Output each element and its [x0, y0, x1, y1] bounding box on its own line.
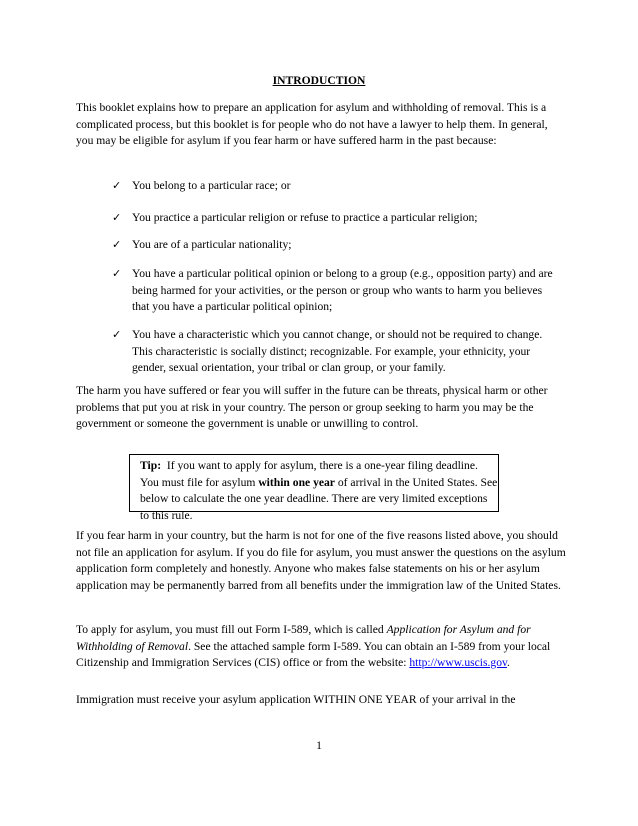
fear-paragraph: If you fear harm in your country, but the harm is not for one of the five reasons listed above, you should not file an application for asylum. If you do file for asylum, you must answer the questions on the asylum application form completely and honestly. Anyone who makes false statements on his or her asylum application may be permanently barred from all benefits under the immigration law of the United States.	[76, 529, 566, 592]
page-title: INTRODUCTION	[272, 74, 366, 87]
list-item-text: You belong to a particular race; or	[132, 179, 291, 192]
checkmark-icon: ✓	[112, 238, 122, 251]
list-item-text: You have a particular political opinion or belong to a group (e.g., opposition party) and are being harmed for your activities, or the person or group who wants to harm you believes that you have a particular political opinion;	[132, 267, 553, 313]
intro-paragraph: This booklet explains how to prepare an application for asylum and withholding of removal. This is a complicated process, but this booklet is for people who do not have a lawyer to help them. In general, you may be eligible for asylum if you fear harm or have suffered harm in the past because:	[76, 101, 548, 147]
checkmark-icon: ✓	[112, 179, 122, 192]
tip-text-after: of arrival in the United States. See below to calculate the one year deadline. There are very limited exceptions to this rule.	[140, 475, 498, 522]
checkmark-icon: ✓	[112, 328, 122, 341]
checkmark-icon: ✓	[112, 267, 122, 280]
harm-paragraph: The harm you have suffered or fear you will suffer in the future can be threats, physical harm or other problems that put you at risk in your country. The person or group seeking to harm you may be the government or someone the government is unable or unwilling to control.	[76, 384, 548, 430]
checkmark-icon: ✓	[112, 211, 122, 224]
link-suffix: .	[507, 656, 510, 669]
uscis-link[interactable]: http://www.uscis.gov	[409, 656, 508, 669]
apply-paragraph	[76, 622, 566, 672]
tip-label: Tip:	[140, 459, 162, 472]
apply-text-before: To apply for asylum, you must fill out Form I-589, which is called	[76, 623, 384, 636]
list-item-text: You practice a particular religion or refuse to practice a particular religion;	[132, 211, 478, 224]
list-item-text: You are of a particular nationality;	[132, 238, 292, 251]
apply-text-after: . See the attached sample form I-589. You can obtain an I-589 from your local Citizenship and Immigration Services (CIS) office or from the website:	[76, 639, 551, 669]
tip-box	[129, 454, 499, 522]
list-item-text: You have a characteristic which you cannot change, or should not be required to change. This characteristic is socially distinct; recognizable. For example, your ethnicity, your gender, sexual orientation, your tribal or clan group, or your family.	[132, 328, 543, 374]
tip-text-before: If you want to apply for asylum, there is a one-year filing deadline. You must file for asylum	[140, 459, 478, 489]
form-title: Application for Asylum and for Withholding of Removal	[76, 623, 531, 653]
tip-emphasis: within one year	[258, 475, 335, 489]
page-number: 1	[316, 739, 322, 752]
final-line: Immigration must receive your asylum application WITHIN ONE YEAR of your arrival in the	[76, 693, 516, 706]
